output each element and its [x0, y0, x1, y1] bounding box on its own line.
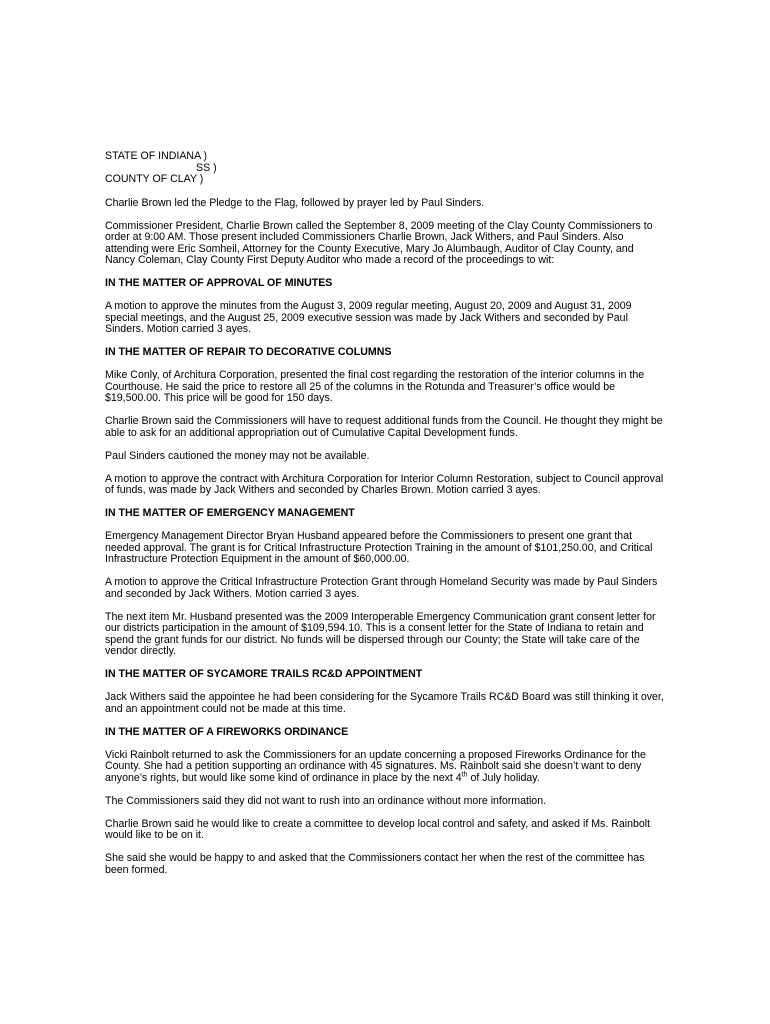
- text-run: of July holiday.: [467, 771, 540, 784]
- section-heading-columns: IN THE MATTER OF REPAIR TO DECORATIVE COLUMNS: [105, 346, 392, 358]
- paragraph: Charlie Brown said he would like to create a committee to develop local control and safety, and asked if Ms. Rainbolt would like to be on it.: [105, 817, 651, 841]
- section-heading-minutes: IN THE MATTER OF APPROVAL OF MINUTES: [105, 277, 333, 289]
- call-to-order-paragraph: Commissioner President, Charlie Brown called the September 8, 2009 meeting of the Clay County Commissioners to order at 9:00 AM. Those present included Commissioners Charlie Brown, Jack Withers, and Paul Sinders. Also attending were Eric Somheil, Attorney for the County Executive, Mary Jo Alumbaugh, Auditor of Clay County, and Nancy Coleman, Clay County First Deputy Auditor who made a record of the proceedings to wit:: [105, 219, 653, 266]
- fireworks-paragraph: [105, 750, 665, 785]
- paragraph: Jack Withers said the appointee he had been considering for the Sycamore Trails RC&D Board was still thinking it over, and an appointment could not be made at this time.: [105, 691, 664, 715]
- venue-header: [105, 151, 665, 186]
- section-heading-emergency: IN THE MATTER OF EMERGENCY MANAGEMENT: [105, 507, 355, 519]
- section-heading-sycamore: IN THE MATTER OF SYCAMORE TRAILS RC&D APPOINTMENT: [105, 668, 423, 680]
- paragraph: A motion to approve the minutes from the August 3, 2009 regular meeting, August 20, 2009 and August 31, 2009 special meetings, and the August 25, 2009 executive session was made by Jack Withers and seconded by Paul Sinders. Motion carried 3 ayes.: [105, 300, 632, 335]
- state-line: STATE OF INDIANA ): [105, 150, 208, 162]
- paragraph: Emergency Management Director Bryan Husband appeared before the Commissioners to present one grant that needed approval. The grant is for Critical Infrastructure Protection Training in the amount of $101,250.00, and Critical Infrastructure Protection Equipment in the amount of $60,000.00.: [105, 530, 653, 565]
- paragraph: She said she would be happy to and asked that the Commissioners contact her when the rest of the committee has been formed.: [105, 852, 645, 876]
- paragraph: Paul Sinders cautioned the money may not be available.: [105, 449, 370, 462]
- county-line: COUNTY OF CLAY ): [105, 173, 204, 185]
- paragraph: Charlie Brown said the Commissioners will have to request additional funds from the Council. He thought they might be able to ask for an additional appropriation out of Cumulative Capital Development funds.: [105, 415, 663, 439]
- minutes-body: [105, 151, 665, 888]
- paragraph: The Commissioners said they did not want to rush into an ordinance without more information.: [105, 794, 547, 807]
- section-heading-fireworks: IN THE MATTER OF A FIREWORKS ORDINANCE: [105, 725, 349, 738]
- ss-line: SS ): [196, 161, 217, 174]
- paragraph: The next item Mr. Husband presented was the 2009 Interoperable Emergency Communication grant consent letter for our districts participation in the amount of $109,594.10. This is a consent letter for the State of Indiana to retain and spend the grant funds for our district. No funds will be dispersed through our County; the State will take care of the vendor directly.: [105, 610, 656, 657]
- paragraph: A motion to approve the contract with Architura Corporation for Interior Column Restoration, subject to Council approval of funds, was made by Jack Withers and seconded by Charles Brown. Motion carried 3 ayes.: [105, 472, 664, 496]
- pledge-paragraph: Charlie Brown led the Pledge to the Flag, followed by prayer led by Paul Sinders.: [105, 196, 485, 209]
- paragraph: Mike Conly, of Architura Corporation, presented the final cost regarding the restoration of the interior columns in the Courthouse. He said the price to restore all 25 of the columns in the Rotunda and Treasurer’s office would be $19,500.00. This price will be good for 150 days.: [105, 369, 645, 404]
- superscript: th: [461, 770, 468, 778]
- paragraph: A motion to approve the Critical Infrastructure Protection Grant through Homeland Security was made by Paul Sinders and seconded by Jack Withers. Motion carried 3 ayes.: [105, 576, 658, 600]
- text-run: Vicki Rainbolt returned to ask the Commissioners for an update concerning a proposed Fireworks Ordinance for the County. She had a petition supporting an ordinance with 45 signatures. Ms. Rainbolt said she doesn’t want to deny anyone’s rights, but would like some kind of ordinance in place by the next 4: [105, 748, 646, 784]
